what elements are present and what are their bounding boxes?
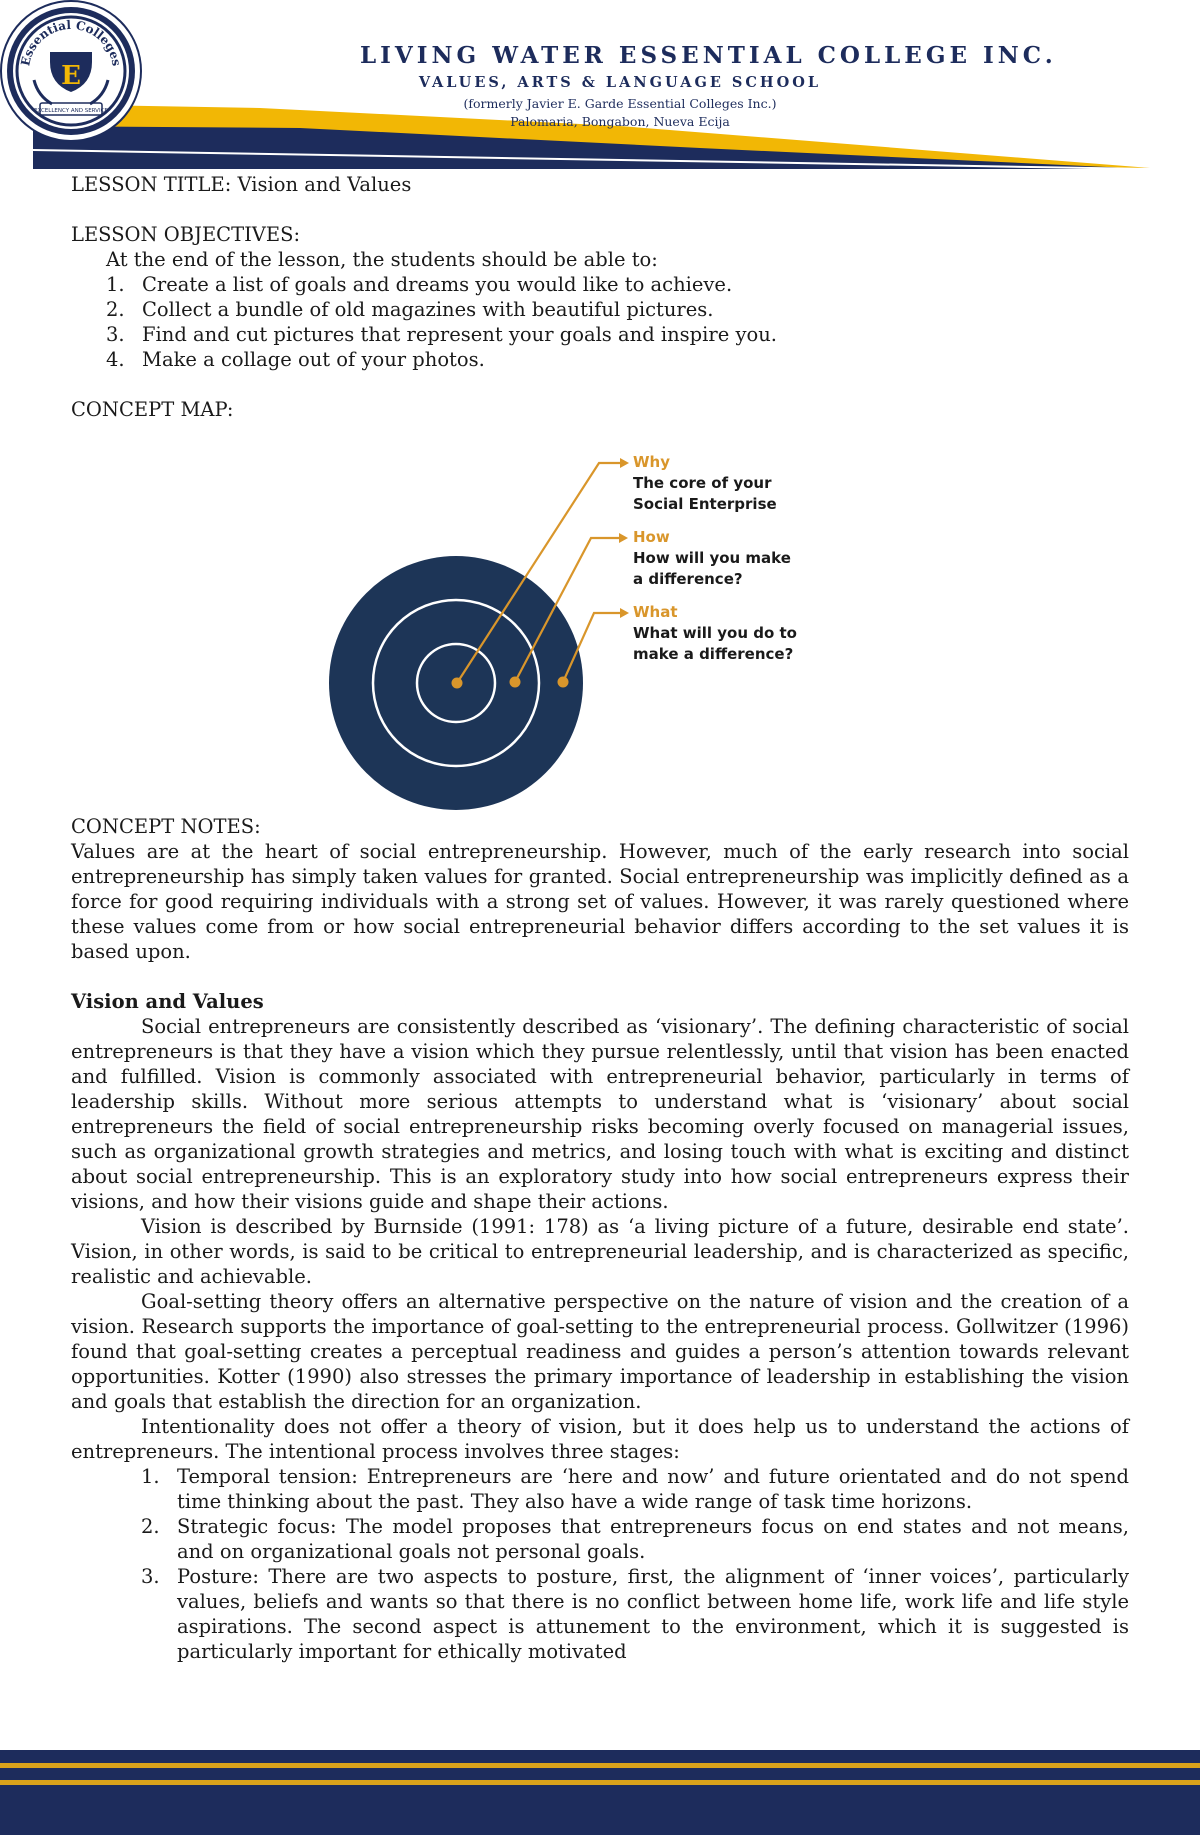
how-title: How xyxy=(633,528,670,546)
stage-text: Strategic focus: The model proposes that entrepreneurs focus on end states and not means, and on organizational goals not personal goals. xyxy=(177,1515,1129,1563)
stage-number: 2. xyxy=(141,1515,160,1538)
what-text-line-1: What will you do to xyxy=(633,624,797,642)
why-label xyxy=(633,452,777,515)
school-seal-logo xyxy=(0,0,142,142)
why-text-line-1: The core of your xyxy=(633,474,772,492)
body-paragraph: Vision is described by Burnside (1991: 178) as ‘a living picture of a future, desirable end state’. Vision, in other words, is said to be critical to entrepreneurial leadership, and is characterized as specific, realistic and achievable. xyxy=(71,1215,1129,1288)
footer-band xyxy=(0,1750,1200,1835)
school-former-name: (formerly Javier E. Garde Essential Colleges Inc.) xyxy=(463,96,777,111)
why-text-line-2: Social Enterprise xyxy=(633,495,777,513)
body-paragraph: Social entrepreneurs are consistently described as ‘visionary’. The defining characteristic of social entrepreneurs is that they have a vision which they pursue relentlessly, until that vision has been enacted and fulfilled. Vision is commonly associated with entrepreneurial behavior, particularly in terms of leadership skills. Without more serious attempts to understand what is ‘visionary’ about social entrepreneurs the field of social entrepreneurship risks becoming overly focused on managerial issues, such as organizational growth strategies and metrics, and losing touch with what is exciting and distinct about social entrepreneurship. This is an exploratory study into how social entrepreneurs express their visions, and how their visions guide and shape their actions. xyxy=(71,1015,1129,1213)
objective-number: 4. xyxy=(106,348,125,371)
what-text-line-2: make a difference? xyxy=(633,645,794,663)
objective-text: Create a list of goals and dreams you would like to achieve. xyxy=(142,273,733,296)
objective-item xyxy=(71,297,1129,322)
objective-number: 1. xyxy=(106,273,125,296)
objective-item xyxy=(71,322,1129,347)
objective-text: Make a collage out of your photos. xyxy=(142,348,485,371)
body-paragraph: Intentionality does not offer a theory of vision, but it does help us to understand the actions of entrepreneurs. The intentional process involves three stages: xyxy=(71,1415,1129,1463)
objective-item xyxy=(71,272,1129,297)
school-subtitle: VALUES, ARTS & LANGUAGE SCHOOL xyxy=(418,74,822,91)
objective-number: 3. xyxy=(106,323,125,346)
what-label xyxy=(633,602,797,665)
letterhead xyxy=(0,0,1200,175)
how-text-line-2: a difference? xyxy=(633,570,743,588)
why-arrowhead-icon xyxy=(620,458,629,468)
objective-text: Collect a bundle of old magazines with beautiful pictures. xyxy=(142,298,714,321)
objectives-list xyxy=(71,272,1129,372)
concept-notes-intro: Values are at the heart of social entrepreneurship. However, much of the early research into social entrepreneurship has simply taken values for granted. Social entrepreneurship was implicitly defined as a force for good requiring individuals with a strong set of values. However, it was rarely questioned where these values come from or how social entrepreneurial behavior differs according to the set values it is based upon. xyxy=(71,840,1129,963)
stage-number: 3. xyxy=(141,1565,160,1588)
stage-number: 1. xyxy=(141,1465,160,1488)
objective-item xyxy=(71,347,1129,372)
document-body xyxy=(71,172,1129,1664)
objectives-intro: At the end of the lesson, the students should be able to: xyxy=(106,248,658,271)
what-title: What xyxy=(633,603,678,621)
stage-item xyxy=(71,1564,1129,1664)
concept-map-label: CONCEPT MAP: xyxy=(71,398,234,421)
concept-notes-label: CONCEPT NOTES: xyxy=(71,815,261,838)
objectives-label: LESSON OBJECTIVES: xyxy=(71,223,301,246)
how-label xyxy=(633,527,791,590)
lesson-title-line xyxy=(71,172,1129,197)
stage-text: Posture: There are two aspects to posture, first, the alignment of ‘inner voices’, particularly values, beliefs and wants so that there is no conflict between home life, work life and life style aspirations. The second aspect is attunement to the environment, which it is suggested is particularly important for ethically motivated xyxy=(177,1565,1129,1663)
objective-text: Find and cut pictures that represent your goals and inspire you. xyxy=(142,323,777,346)
seal-top-text: Essential Colleges xyxy=(18,17,124,68)
body-paragraph: Goal-setting theory offers an alternative perspective on the nature of vision and the creation of a vision. Research supports the importance of goal-setting to the entrepreneurial process. Gollwitzer (1996) found that goal-setting creates a perceptual readiness and guides a person’s attention towards relevant opportunities. Kotter (1990) also stresses the primary importance of leadership in establishing the vision and goals that establish the direction for an organization. xyxy=(71,1290,1129,1413)
stage-text: Temporal tension: Entrepreneurs are ‘here and now’ and future orientated and do not spend time thinking about the past. They also have a wide range of task time horizons. xyxy=(177,1465,1129,1513)
stage-item xyxy=(71,1514,1129,1564)
golden-circle-diagram xyxy=(71,422,1129,814)
school-address: Palomaria, Bongabon, Nueva Ecija xyxy=(510,114,730,129)
stages-list xyxy=(71,1464,1129,1664)
why-title: Why xyxy=(633,453,671,471)
concept-map-diagram xyxy=(71,422,1129,814)
section-title: Vision and Values xyxy=(71,990,264,1013)
seal-letter: E xyxy=(61,61,81,91)
objective-number: 2. xyxy=(106,298,125,321)
what-arrowhead-icon xyxy=(620,608,629,618)
stage-item xyxy=(71,1464,1129,1514)
lesson-title-label: LESSON TITLE: xyxy=(71,173,232,196)
how-arrowhead-icon xyxy=(619,533,628,543)
how-text-line-1: How will you make xyxy=(633,549,791,567)
lesson-title: Vision and Values xyxy=(231,173,412,196)
seal-banner-text: EXCELLENCY AND SERVICE xyxy=(34,108,108,114)
school-name: LIVING WATER ESSENTIAL COLLEGE INC. xyxy=(360,42,1057,69)
